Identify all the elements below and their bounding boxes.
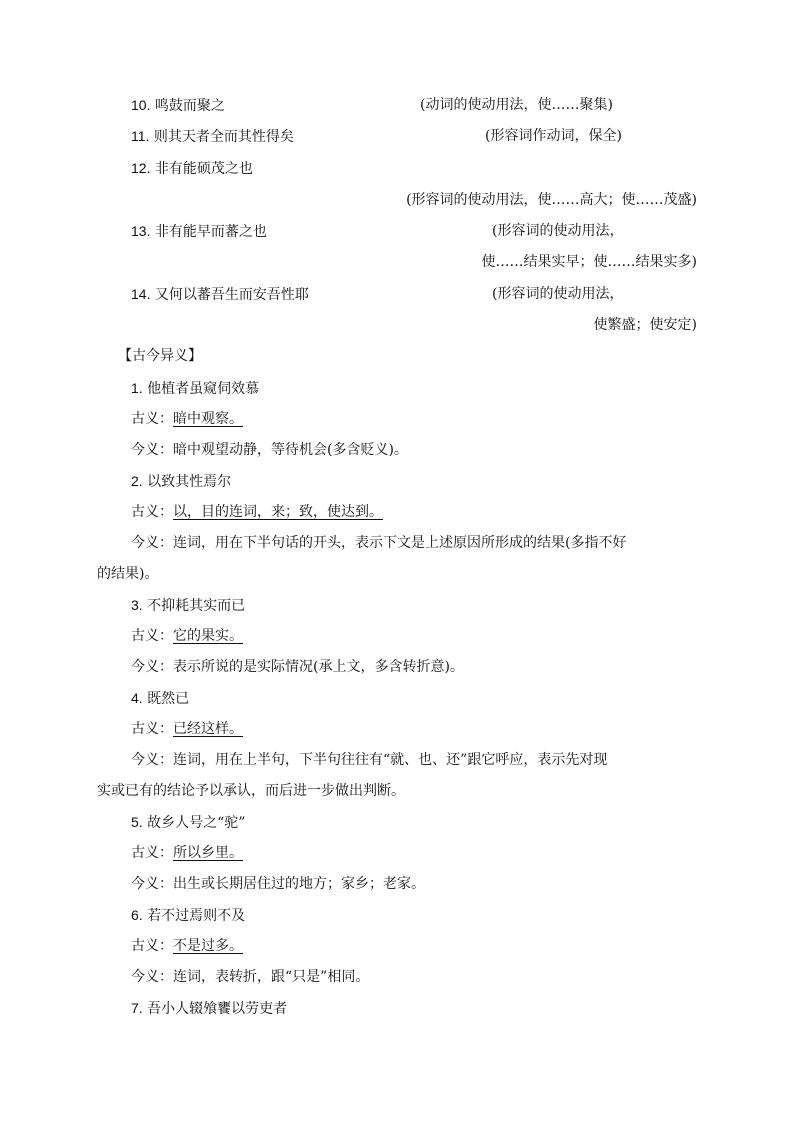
usage-note-12: (形容词的使动用法，使……高大；使……茂盛) [406, 192, 697, 208]
modern-label: 今义： [131, 659, 173, 675]
item-text: 则其天者全而其性得矣 [153, 129, 294, 145]
entry-phrase: 若不过焉则不及 [147, 908, 246, 924]
entry-modern-5 [131, 875, 425, 893]
entry-modern-4-cont: 实或已有的结论予以承认，而后进一步做出判断。 [97, 783, 405, 799]
entry-number: 7. [131, 1000, 143, 1016]
usage-item-11 [131, 127, 294, 146]
entry-ancient-3 [131, 627, 243, 645]
usage-note-10: (动词的使动用法，使……聚集) [420, 97, 613, 113]
item-number: 10. [131, 97, 151, 113]
ancient-label: 古义： [131, 504, 173, 520]
modern-meaning: 暗中观望动静，等待机会(多含贬义)。 [173, 442, 408, 458]
item-text: 非有能硕茂之也 [154, 161, 253, 177]
entry-ancient-1 [131, 410, 243, 428]
ancient-label: 古义： [131, 721, 173, 737]
entry-phrase-7 [131, 999, 287, 1018]
ancient-label: 古义： [131, 938, 173, 954]
usage-item-12 [131, 159, 253, 178]
modern-meaning: 连词，用在上半句，下半句往往有“就、也、还”跟它呼应，表示先对现 [173, 752, 608, 768]
entry-modern-6 [131, 968, 369, 986]
modern-label: 今义： [131, 876, 173, 892]
item-number: 11. [131, 128, 150, 144]
ancient-label: 古义： [131, 845, 173, 861]
item-number: 14. [131, 286, 151, 302]
entry-modern-3 [131, 658, 464, 676]
item-text: 又何以蕃吾生而安吾性耶 [154, 287, 309, 303]
usage-note-11: (形容词作动词，保全) [485, 128, 622, 144]
entry-phrase-5 [131, 813, 245, 832]
section-title: 【古今异义】 [118, 348, 202, 364]
entry-phrase-6 [131, 906, 245, 925]
usage-note-13: (形容词的使动用法， [492, 223, 624, 239]
usage-note-14: (形容词的使动用法， [492, 286, 624, 302]
item-text: 鸣鼓而聚之 [154, 98, 225, 114]
entry-ancient-5 [131, 844, 243, 862]
modern-label: 今义： [131, 442, 173, 458]
entry-phrase-2 [131, 472, 231, 491]
usage-note-13-cont: 使……结果实早；使……结果实多) [481, 254, 697, 270]
entry-modern-1 [131, 441, 408, 459]
entry-phrase: 既然已 [147, 691, 190, 707]
entry-phrase: 故乡人号之“驼” [147, 815, 246, 831]
modern-label: 今义： [131, 752, 173, 768]
usage-item-10 [131, 96, 225, 115]
ancient-label: 古义： [131, 411, 173, 427]
entry-ancient-4 [131, 720, 243, 738]
ancient-meaning: 已经这样。 [173, 721, 243, 737]
entry-phrase: 他植者虽窥伺效慕 [147, 381, 260, 397]
entry-number: 3. [131, 597, 143, 613]
item-number: 13. [131, 223, 151, 239]
entry-phrase-4 [131, 689, 189, 708]
entry-modern-4 [131, 751, 607, 769]
item-number: 12. [131, 160, 151, 176]
entry-number: 6. [131, 907, 143, 923]
ancient-label: 古义： [131, 628, 173, 644]
usage-item-13 [131, 222, 267, 241]
ancient-meaning: 暗中观察。 [173, 411, 243, 427]
modern-meaning: 连词，表转折，跟“只是”相同。 [173, 969, 370, 985]
ancient-meaning: 它的果实。 [173, 628, 243, 644]
usage-note-14-cont: 使繁盛；使安定) [593, 317, 697, 333]
entry-phrase: 吾小人辍飧饔以劳吏者 [147, 1001, 288, 1017]
usage-item-14 [131, 285, 309, 304]
entry-phrase: 不抑耗其实而已 [147, 598, 246, 614]
modern-label: 今义： [131, 535, 173, 551]
entry-phrase-3 [131, 596, 245, 615]
entry-modern-2-cont: 的结果)。 [97, 566, 159, 582]
entry-modern-2 [131, 534, 626, 552]
ancient-meaning: 以，目的连词，来；致，使达到。 [173, 504, 383, 520]
entry-number: 4. [131, 690, 143, 706]
ancient-meaning: 不是过多。 [173, 938, 243, 954]
item-text: 非有能早而蕃之也 [154, 224, 267, 240]
modern-meaning: 出生或长期居住过的地方；家乡；老家。 [173, 876, 425, 892]
ancient-meaning: 所以乡里。 [173, 845, 243, 861]
entry-number: 2. [131, 473, 143, 489]
entry-ancient-2 [131, 503, 383, 521]
entry-phrase-1 [131, 379, 259, 398]
entry-number: 1. [131, 380, 143, 396]
modern-meaning: 连词，用在下半句话的开头，表示下文是上述原因所形成的结果(多指不好 [173, 535, 627, 551]
modern-label: 今义： [131, 969, 173, 985]
entry-ancient-6 [131, 937, 243, 955]
entry-phrase: 以致其性焉尔 [147, 474, 232, 490]
entry-number: 5. [131, 814, 143, 830]
modern-meaning: 表示所说的是实际情况(承上文，多含转折意)。 [173, 659, 464, 675]
